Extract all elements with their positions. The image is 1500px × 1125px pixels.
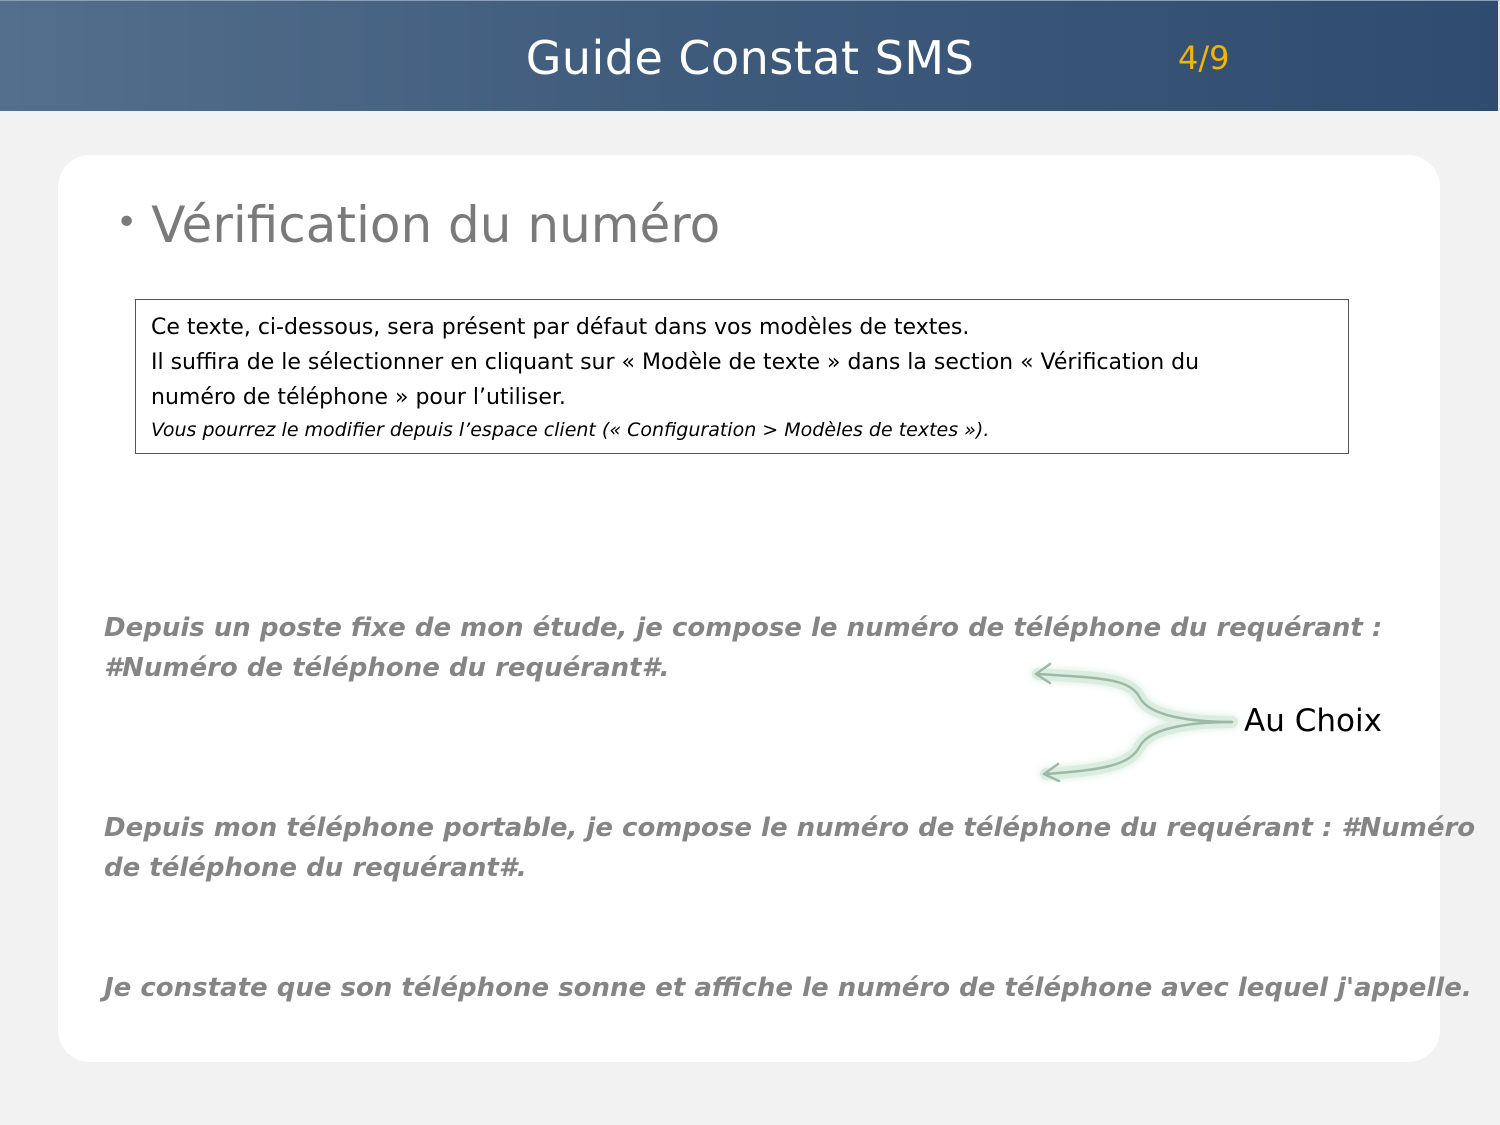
section-heading-text: Vérification du numéro xyxy=(151,196,721,254)
fork-arrow-icon xyxy=(1020,650,1250,800)
note-line-4: Vous pourrez le modifier depuis l’espace client (« Configuration > Modèles de textes »). xyxy=(151,419,990,441)
conclusion-text: Je constate que son téléphone sonne et affiche le numéro de téléphone avec lequel j'appelle. xyxy=(104,973,1472,1003)
header-bar xyxy=(0,0,1500,111)
page-title: Guide Constat SMS xyxy=(525,31,975,85)
option-mobile-line-2: de téléphone du requérant#. xyxy=(104,853,527,883)
option-mobile-line-1: Depuis mon téléphone portable, je compose le numéro de téléphone du requérant : #Numéro xyxy=(104,813,1476,843)
bullet-icon: • xyxy=(116,202,138,243)
au-choix-label: Au Choix xyxy=(1244,703,1382,739)
option-mobile-phone xyxy=(104,808,1475,888)
note-line-2: Il suffira de le sélectionner en cliquant sur « Modèle de texte » dans la section « Vérification du xyxy=(151,350,1200,375)
option-fixed-line-1: Depuis un poste fixe de mon étude, je compose le numéro de téléphone du requérant : xyxy=(104,613,1383,643)
note-line-3: numéro de téléphone » pour l’utiliser. xyxy=(151,385,566,410)
option-fixed-line-2: #Numéro de téléphone du requérant#. xyxy=(104,653,670,683)
note-line-1: Ce texte, ci-dessous, sera présent par défaut dans vos modèles de textes. xyxy=(151,315,970,340)
section-heading xyxy=(116,196,720,254)
page-indicator: 4/9 xyxy=(1178,39,1230,77)
note-box xyxy=(135,299,1349,454)
